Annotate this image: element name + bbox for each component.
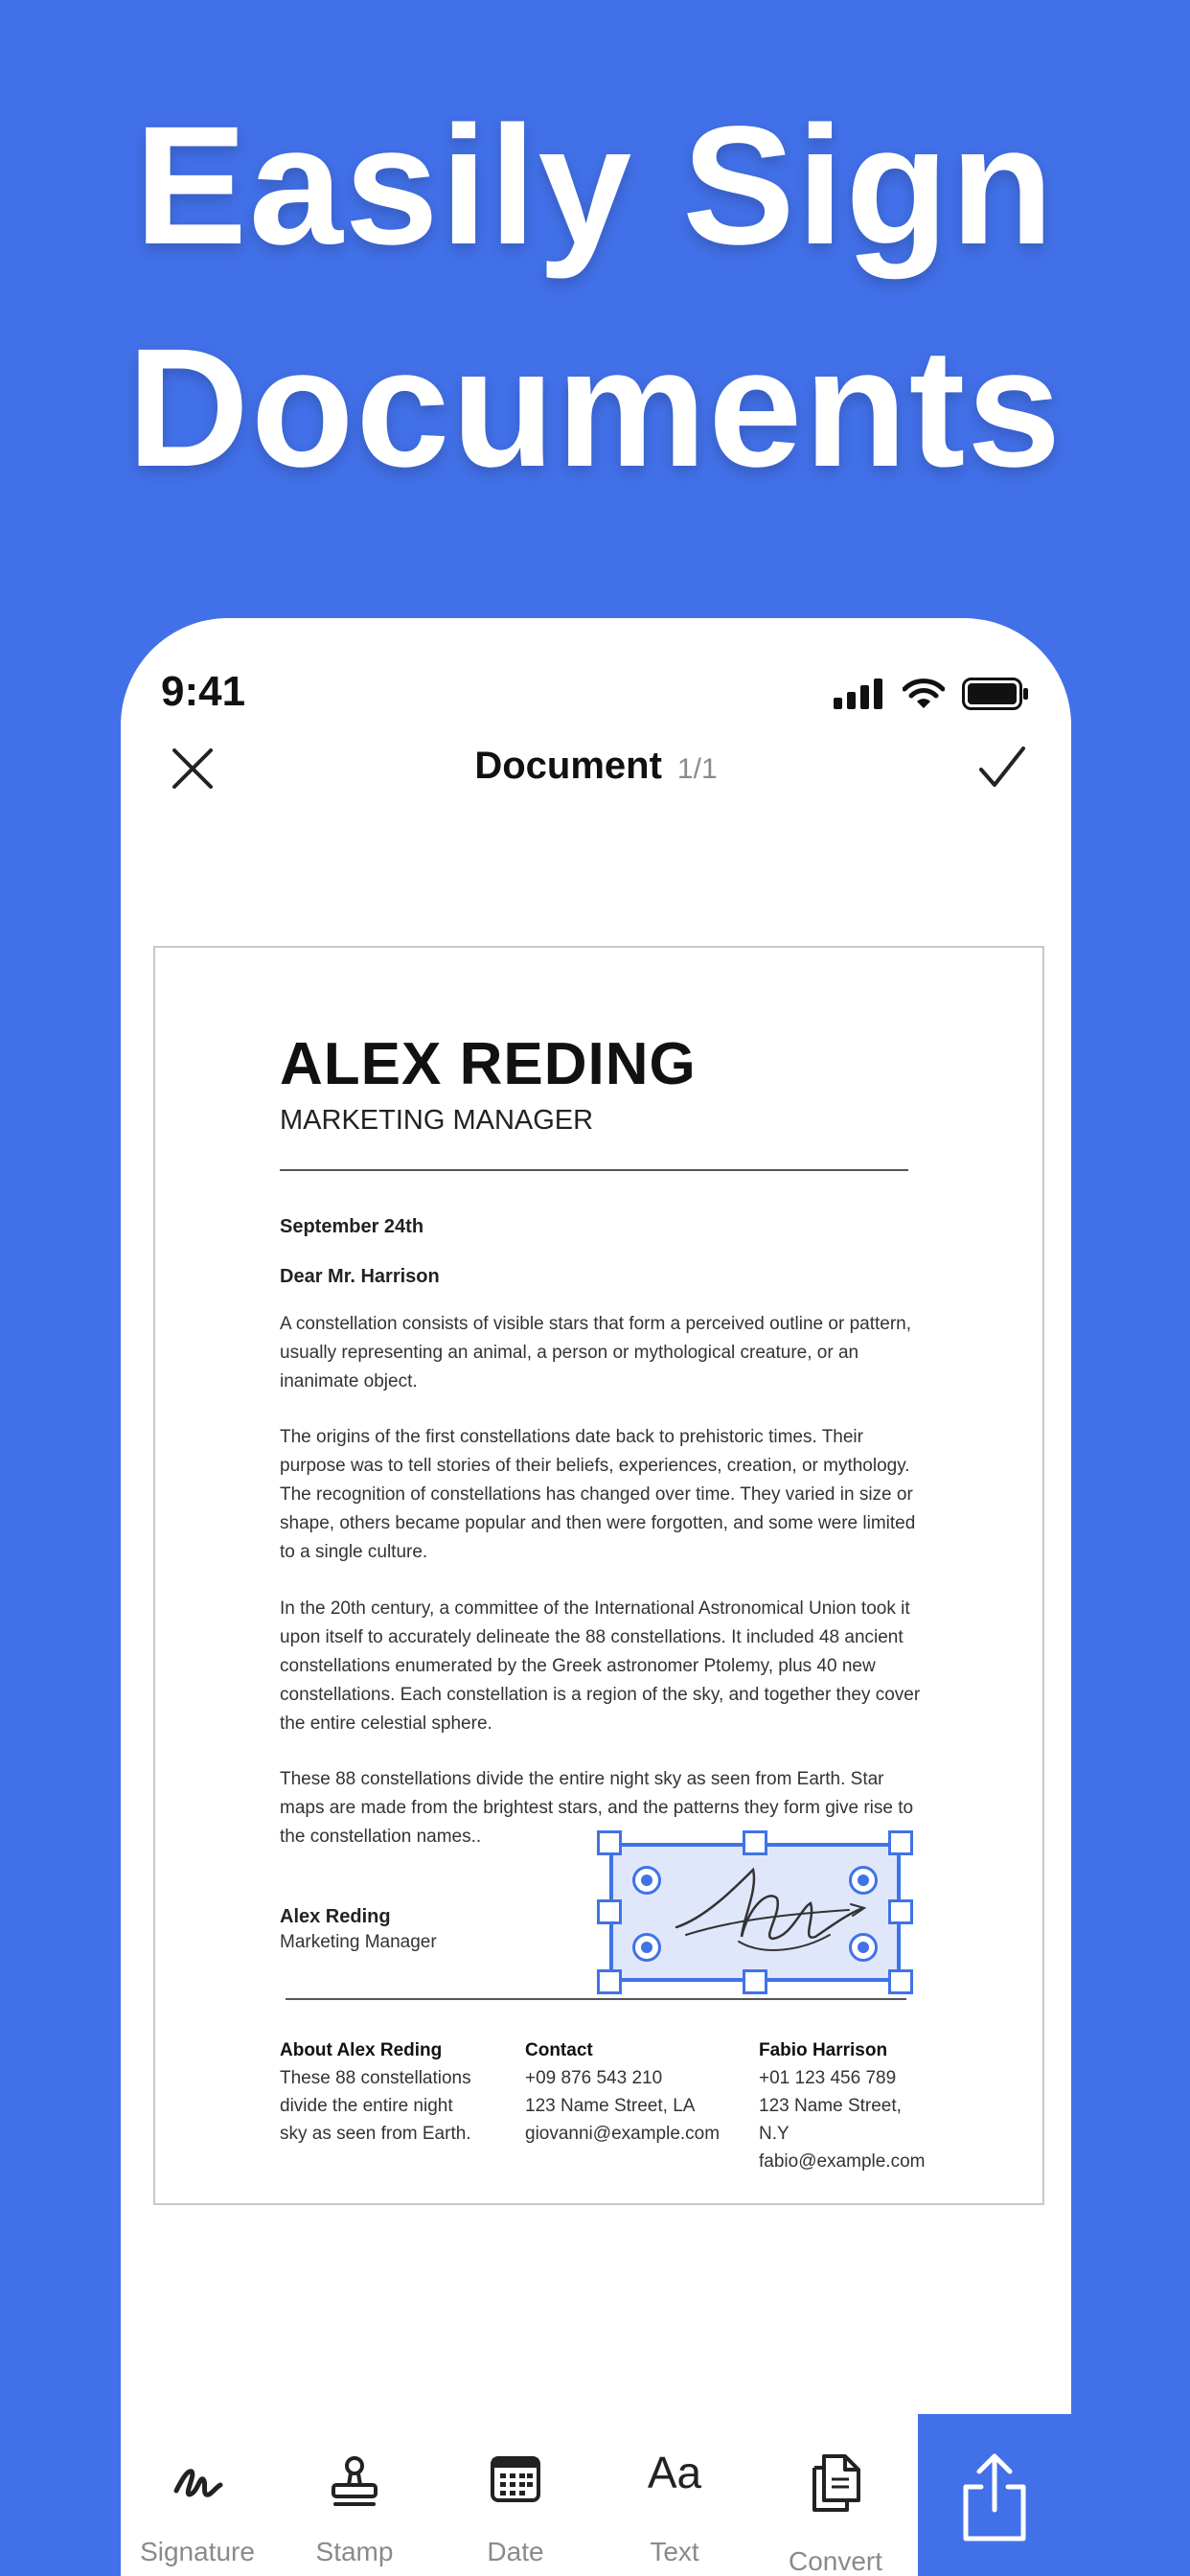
footer-about-heading: About Alex Reding — [280, 2040, 443, 2060]
headline-line-1: Easily Sign — [134, 92, 1056, 280]
signature-selection[interactable] — [609, 1843, 901, 1982]
status-icons — [834, 678, 1029, 710]
signature-point[interactable] — [849, 1933, 878, 1962]
footer-recipient-heading: Fabio Harrison — [759, 2040, 888, 2060]
share-button[interactable] — [918, 2414, 1071, 2576]
resize-handle-bottom-right[interactable] — [888, 1969, 913, 1994]
letter-date: September 24th — [280, 1216, 424, 1237]
page-indicator: 1/1 — [676, 753, 718, 785]
paragraph-2: The origins of the first constellations date back to prehistoric times. Their purpose was to tell stories of their beliefs, experiences, creation, or mythology. The recognition of constellations has changed over time. They varied in size or shape, others became popular and then were forgotten, and some were limited to a single culture. — [280, 1427, 916, 1562]
paragraph-3: In the 20th century, a committee of the International Astronomical Union took it upon itself to accurately delineate the 88 constellations. It included 48 ancient constellations enumerated by the Greek astronomer Ptolemy, plus 40 new constellations. Each constellation is a region of the sky, and together they cover the entire celestial sphere. — [280, 1598, 921, 1734]
footer-contact-phone: +09 876 543 210 — [525, 2068, 663, 2088]
footer-recipient-phone: +01 123 456 789 — [759, 2068, 897, 2088]
footer-about — [280, 2036, 471, 2148]
signature-tool[interactable] — [121, 2414, 274, 2576]
resize-handle-bottom[interactable] — [743, 1969, 767, 1994]
signature-label: Signature — [140, 2537, 255, 2566]
resize-handle-right[interactable] — [888, 1899, 913, 1924]
footer-recipient-address: 123 Name Street, N.Y — [759, 2096, 902, 2144]
calendar-icon — [489, 2452, 542, 2506]
signer-role: Marketing Manager — [280, 1932, 437, 1952]
date-label: Date — [487, 2537, 544, 2566]
header-divider — [280, 1169, 908, 1171]
letter-greeting: Dear Mr. Harrison — [280, 1266, 440, 1287]
text-label: Text — [650, 2537, 699, 2566]
documents-icon — [807, 2452, 864, 2514]
headline-line-2: Documents — [126, 314, 1064, 502]
checkmark-icon[interactable] — [975, 741, 1029, 794]
phone-frame — [121, 618, 1071, 2576]
resize-handle-bottom-left[interactable] — [597, 1969, 622, 1994]
signature-point[interactable] — [632, 1933, 661, 1962]
signal-icon — [834, 678, 885, 709]
handwritten-signature — [648, 1860, 868, 1966]
signature-point[interactable] — [849, 1866, 878, 1895]
headline — [0, 75, 1190, 519]
status-time: 9:41 — [161, 668, 246, 715]
convert-tool[interactable] — [759, 2414, 912, 2576]
paragraph-1: A constellation consists of visible stars that form a perceived outline or pattern, usually representing an animal, a person or mythological creature, or an inanimate object. — [280, 1314, 911, 1392]
footer-contact-heading: Contact — [525, 2040, 593, 2060]
resize-handle-top[interactable] — [743, 1830, 767, 1855]
text-icon: Aa — [647, 2448, 702, 2497]
stamp-tool[interactable] — [278, 2414, 431, 2576]
document-name: ALEX REDING — [280, 1031, 697, 1097]
document-role: MARKETING MANAGER — [280, 1105, 594, 1136]
resize-handle-left[interactable] — [597, 1899, 622, 1924]
footer-about-line: sky as seen from Earth. — [280, 2124, 471, 2144]
footer-about-line: divide the entire night — [280, 2096, 453, 2116]
share-icon — [958, 2450, 1031, 2546]
stamp-label: Stamp — [315, 2537, 394, 2566]
footer-contact-email: giovanni@example.com — [525, 2124, 721, 2144]
resize-handle-top-left[interactable] — [597, 1830, 622, 1855]
footer-about-line: These 88 constellations — [280, 2068, 471, 2088]
text-tool[interactable] — [598, 2414, 751, 2576]
footer-recipient — [759, 2036, 931, 2175]
wifi-icon — [903, 678, 945, 709]
resize-handle-top-right[interactable] — [888, 1830, 913, 1855]
bottom-toolbar — [121, 2414, 1071, 2576]
signature-line — [286, 1998, 906, 2000]
footer-recipient-email: fabio@example.com — [759, 2151, 926, 2172]
footer-contact-address: 123 Name Street, LA — [525, 2096, 696, 2116]
signature-point[interactable] — [632, 1866, 661, 1895]
signature-icon — [169, 2452, 226, 2510]
battery-icon — [962, 678, 1029, 710]
document-title: Document — [474, 745, 662, 787]
paragraph-4: These 88 constellations divide the entire night sky as seen from Earth. Star maps are made from the brightest stars, and the patterns they form give rise to the constellation names.. — [280, 1769, 914, 1847]
nav-title — [121, 745, 1071, 788]
stamp-icon — [326, 2452, 383, 2510]
convert-label: Convert — [788, 2546, 883, 2576]
date-tool[interactable] — [439, 2414, 592, 2576]
signer-name: Alex Reding — [280, 1906, 391, 1927]
document-page — [153, 946, 1044, 2205]
footer-contact — [525, 2036, 720, 2148]
